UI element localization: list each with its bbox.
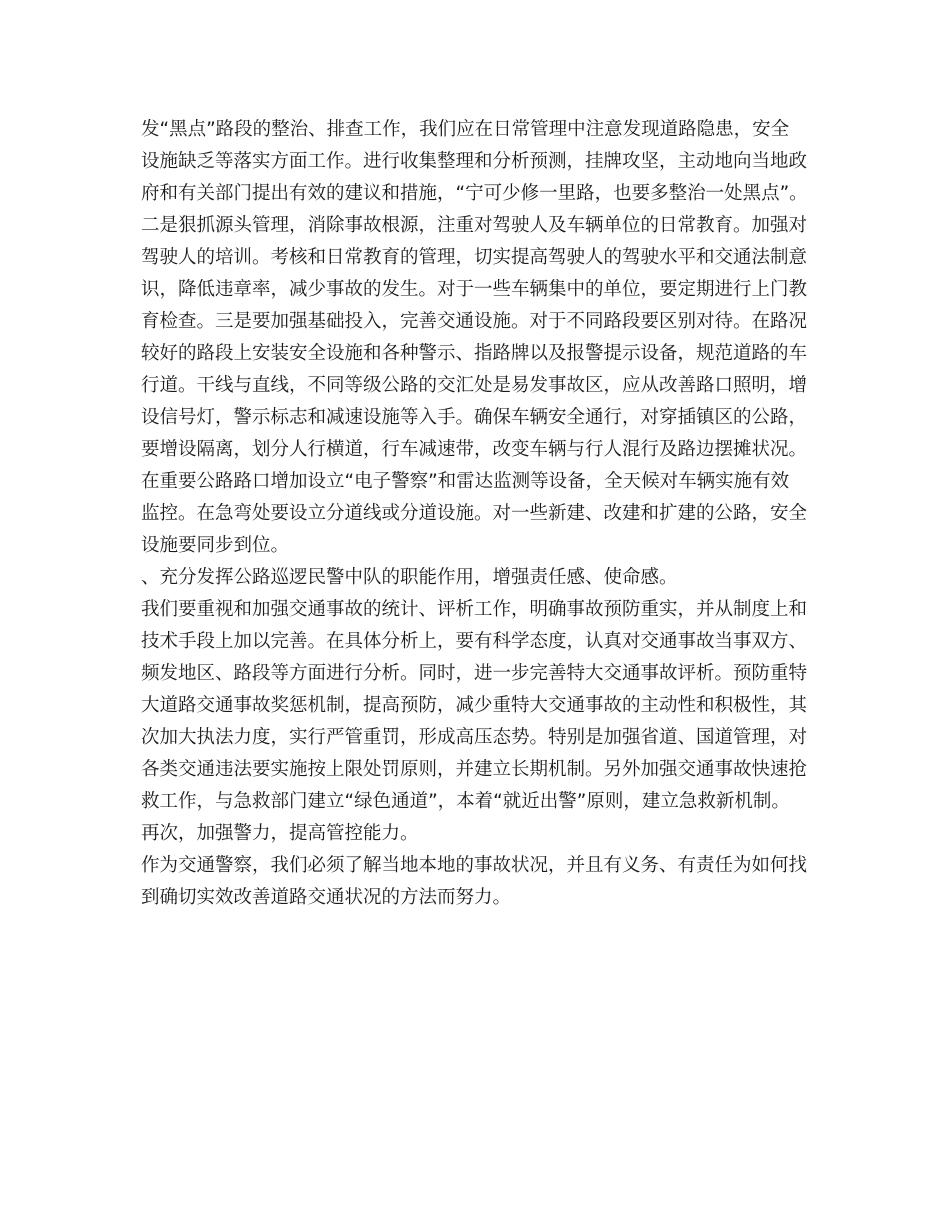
section-heading: 、充分发挥公路巡逻民警中队的职能作用，增强责任感、使命感。 bbox=[141, 567, 678, 588]
text-line: 大道路交通事故奖惩机制，提高预防，减少重特大交通事故的主动性和积极性，其 bbox=[141, 695, 808, 716]
text-line: 作为交通警察，我们必须了解当地本地的事故状况，并且有义务、有责任为如何找 bbox=[141, 855, 808, 876]
text-line: 要增设隔离，划分人行横道，行车减速带，改变车辆与行人混行及路边摆摊状况。 bbox=[141, 439, 808, 460]
text-line: 发“黑点”路段的整治、排查工作，我们应在日常管理中注意发现道路隐患，安全 bbox=[141, 119, 790, 140]
text-line: 在重要公路路口增加设立“电子警察”和雷达监测等设备，全天候对车辆实施有效 bbox=[141, 471, 790, 492]
text-line: 到确切实效改善道路交通状况的方法而努力。 bbox=[141, 887, 512, 908]
text-line: 次加大执法力度，实行严管重罚，形成高压态势。特别是加强省道、国道管理，对 bbox=[141, 727, 808, 748]
text-line: 设信号灯，警示标志和减速设施等入手。确保车辆安全通行，对穿插镇区的公路， bbox=[141, 407, 808, 428]
text-line: 识，降低违章率，减少事故的发生。对于一些车辆集中的单位，要定期进行上门教 bbox=[141, 279, 808, 300]
text-line: 育检查。三是要加强基础投入，完善交通设施。对于不同路段要区别对待。在路况 bbox=[141, 311, 808, 332]
text-line: 行道。干线与直线，不同等级公路的交汇处是易发事故区，应从改善路口照明，增 bbox=[141, 375, 808, 396]
text-line: 监控。在急弯处要设立分道线或分道设施。对一些新建、改建和扩建的公路，安全 bbox=[141, 503, 808, 524]
text-line: 府和有关部门提出有效的建议和措施，“宁可少修一里路，也要多整治一处黑点”。 bbox=[141, 183, 808, 204]
text-line: 设施缺乏等落实方面工作。进行收集整理和分析预测，挂牌攻坚，主动地向当地政 bbox=[141, 151, 808, 172]
text-line: 驾驶人的培训。考核和日常教育的管理，切实提高驾驶人的驾驶水平和交通法制意 bbox=[141, 247, 808, 268]
text-line: 频发地区、路段等方面进行分析。同时，进一步完善特大交通事故评析。预防重特 bbox=[141, 663, 808, 684]
body-text bbox=[141, 114, 841, 914]
text-line: 较好的路段上安装安全设施和各种警示、指路牌以及报警提示设备，规范道路的车 bbox=[141, 343, 808, 364]
text-line: 救工作，与急救部门建立“绿色通道”，本着“就近出警”原则，建立急救新机制。 bbox=[141, 791, 790, 812]
text-line: 二是狠抓源头管理，消除事故根源，注重对驾驶人及车辆单位的日常教育。加强对 bbox=[141, 215, 808, 236]
text-line: 技术手段上加以完善。在具体分析上，要有科学态度，认真对交通事故当事双方、 bbox=[141, 631, 808, 652]
text-line: 设施要同步到位。 bbox=[141, 535, 290, 556]
text-line: 各类交通违法要实施按上限处罚原则，并建立长期机制。另外加强交通事故快速抢 bbox=[141, 759, 808, 780]
text-line: 我们要重视和加强交通事故的统计、评析工作，明确事故预防重实，并从制度上和 bbox=[141, 599, 808, 620]
text-line: 再次，加强警力，提高管控能力。 bbox=[141, 823, 419, 844]
